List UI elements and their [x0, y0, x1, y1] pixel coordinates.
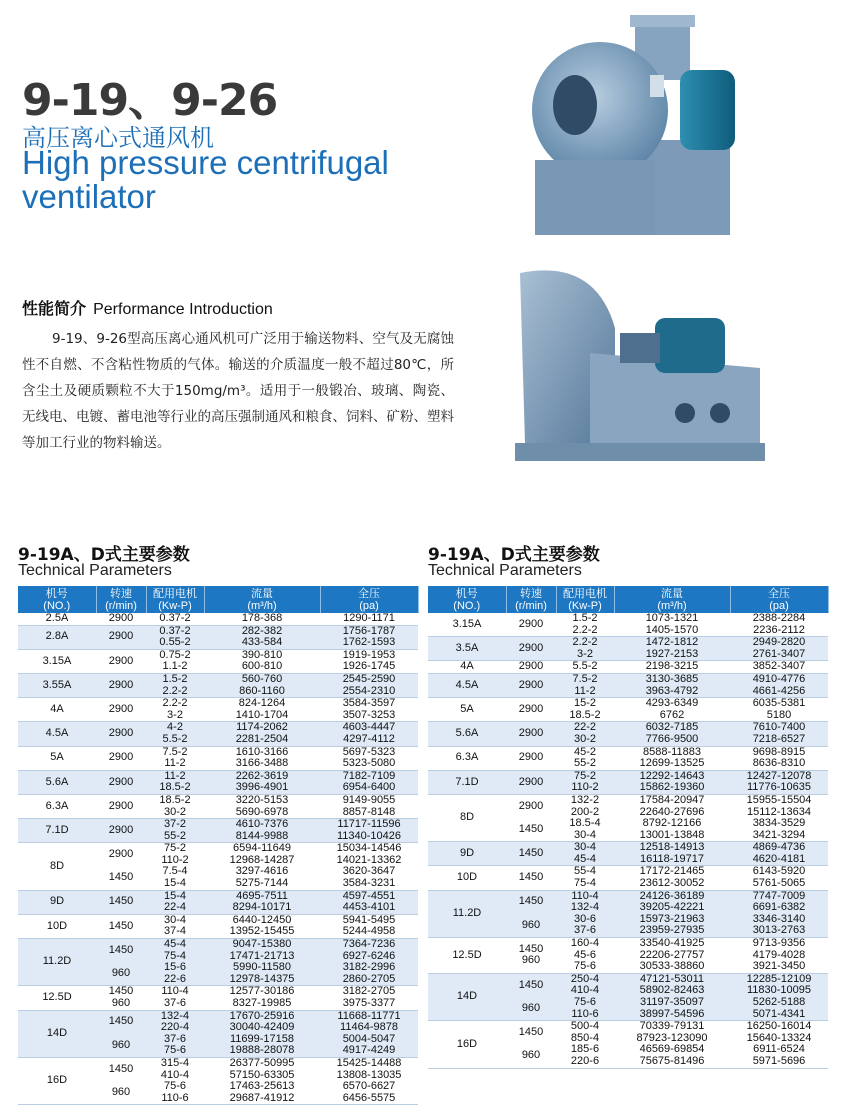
cell-pressure: 15034-14546 14021-13362 3620-3647 3584-3231 — [320, 843, 418, 890]
cell-model: 3.5A — [428, 637, 506, 661]
cell-pressure: 1756-1787 1762-1593 — [320, 625, 418, 649]
table-row — [18, 914, 418, 938]
table-row — [18, 722, 418, 746]
cell-flow: 824-1264 1410-1704 — [204, 698, 320, 722]
col-header: 流量 (m³/h) — [204, 586, 320, 613]
table-row — [428, 722, 828, 746]
table-left-block — [18, 540, 418, 1105]
col-header: 机号 (NO.) — [428, 586, 506, 613]
cell-model: 16D — [18, 1057, 96, 1104]
cell-pressure: 6035-5381 5180 — [730, 698, 828, 722]
cell-model: 4.5A — [428, 673, 506, 697]
cell-flow: 12577-30186 8327-19985 — [204, 986, 320, 1010]
cell-model: 11.2D — [18, 939, 96, 986]
cell-speed: 2900 — [506, 637, 556, 661]
cell-motor: 0.37-2 0.55-2 — [146, 625, 204, 649]
cell-pressure: 1919-1953 1926-1745 — [320, 649, 418, 673]
cell-pressure: 9149-9055 8857-8148 — [320, 794, 418, 818]
cell-model: 10D — [18, 914, 96, 938]
cell-motor: 2.2-2 3-2 — [556, 637, 614, 661]
cell-model: 8D — [428, 794, 506, 841]
cell-flow: 12292-14643 15862-19360 — [614, 770, 730, 794]
cell-flow: 17584-20947 22640-27696 8792-12166 13001-13848 — [614, 794, 730, 841]
cell-motor: 132-2 200-2 18.5-4 30-4 — [556, 794, 614, 841]
table-row — [18, 794, 418, 818]
cell-model: 2.5A — [18, 613, 96, 625]
table-header-row — [18, 586, 418, 613]
table-row — [428, 866, 828, 890]
cell-flow: 8588-11883 12699-13525 — [614, 746, 730, 770]
table-row — [18, 939, 418, 986]
table-row — [18, 613, 418, 625]
table-row — [428, 1021, 828, 1068]
cell-flow: 3130-3685 3963-4792 — [614, 673, 730, 697]
cell-flow: 4610-7376 8144-9988 — [204, 819, 320, 843]
cell-flow: 390-810 600-810 — [204, 649, 320, 673]
table-row — [428, 890, 828, 937]
cell-pressure: 3182-2705 3975-3377 — [320, 986, 418, 1010]
cell-speed: 2900 — [506, 661, 556, 674]
cell-flow: 17172-21465 23612-30052 — [614, 866, 730, 890]
cell-model: 8D — [18, 843, 96, 890]
cell-flow: 6440-12450 13952-15455 — [204, 914, 320, 938]
cell-pressure: 11668-11771 11464-9878 5004-5047 4917-4249 — [320, 1010, 418, 1057]
cell-model: 7.1D — [428, 770, 506, 794]
table-row — [18, 843, 418, 890]
cell-motor: 500-4 850-4 185-6 220-6 — [556, 1021, 614, 1068]
cell-flow: 33540-41925 22206-27757 30533-38860 — [614, 938, 730, 974]
cell-speed: 2900 — [96, 649, 146, 673]
table-left-subtitle: Technical Parameters — [18, 562, 172, 579]
table-row — [428, 794, 828, 841]
table-row — [428, 661, 828, 674]
cell-pressure: 7182-7109 6954-6400 — [320, 770, 418, 794]
cell-pressure: 9713-9356 4179-4028 3921-3450 — [730, 938, 828, 974]
table-left — [18, 586, 419, 1105]
cell-flow: 178-368 — [204, 613, 320, 625]
table-right-title: 9-19A、D式主要参数 — [428, 545, 600, 565]
cell-model: 4A — [18, 698, 96, 722]
cell-motor: 45-2 55-2 — [556, 746, 614, 770]
cell-motor: 132-4 220-4 37-6 75-6 — [146, 1010, 204, 1057]
cell-pressure: 5941-5495 5244-4958 — [320, 914, 418, 938]
cell-pressure: 3852-3407 — [730, 661, 828, 674]
performance-text: 9-19、9-26型高压离心通风机可广泛用于输送物料、空气及无腐蚀性不自燃、不含粘性物质的气体。输送的介质温度一般不超过80℃，所含尘土及硬质颗粒不大于150mg/m³。适用于一般锻冶、玻璃、陶瓷、无线电、电镀、蓄电池等行业的高压强制通风和粮食、饲料、矿粉、塑料等加工行业的物料输送。 — [22, 331, 454, 451]
table-left-title: 9-19A、D式主要参数 — [18, 545, 190, 565]
fan-photo-side — [495, 258, 765, 468]
cell-flow: 3220-5153 5690-6978 — [204, 794, 320, 818]
cell-motor: 45-4 75-4 15-6 22-6 — [146, 939, 204, 986]
cell-motor: 30-4 37-4 — [146, 914, 204, 938]
cell-speed: 2900 — [96, 673, 146, 697]
cell-speed: 1450 — [96, 914, 146, 938]
cell-pressure: 4910-4776 4661-4256 — [730, 673, 828, 697]
table-row — [18, 1010, 418, 1057]
col-header: 转速 (r/min) — [96, 586, 146, 613]
cell-model: 4.5A — [18, 722, 96, 746]
model-title: 9-19、9-26 — [22, 75, 278, 126]
cell-model: 5.6A — [428, 722, 506, 746]
cell-motor: 22-2 30-2 — [556, 722, 614, 746]
performance-heading-en: Performance Introduction — [93, 301, 273, 318]
cell-speed: 2900 — [506, 746, 556, 770]
cell-pressure: 1290-1171 — [320, 613, 418, 625]
cell-pressure: 12285-12109 11830-10095 5262-5188 5071-4341 — [730, 973, 828, 1020]
cell-speed: 2900 — [96, 625, 146, 649]
table-row — [18, 1057, 418, 1104]
table-row — [18, 890, 418, 914]
cell-speed: 2900 — [506, 613, 556, 637]
performance-heading-cn: 性能简介 — [22, 299, 87, 318]
cell-motor: 30-4 45-4 — [556, 842, 614, 866]
cell-model: 12.5D — [18, 986, 96, 1010]
table-row — [428, 842, 828, 866]
cell-pressure: 5697-5323 5323-5080 — [320, 746, 418, 770]
cell-model: 3.55A — [18, 673, 96, 697]
cell-pressure: 7364-7236 6927-6246 3182-2996 2860-2705 — [320, 939, 418, 986]
cell-speed: 2900 — [96, 819, 146, 843]
cell-motor: 1.5-2 2.2-2 — [146, 673, 204, 697]
cell-motor: 37-2 55-2 — [146, 819, 204, 843]
cell-flow: 1610-3166 3166-3488 — [204, 746, 320, 770]
cell-pressure: 2545-2590 2554-2310 — [320, 673, 418, 697]
cell-flow: 24126-36189 39205-42221 15973-21963 23959-27935 — [614, 890, 730, 937]
cell-motor: 75-2 110-2 — [556, 770, 614, 794]
cell-model: 14D — [428, 973, 506, 1020]
cell-flow: 2262-3619 3996-4901 — [204, 770, 320, 794]
cell-speed: 1450 — [96, 890, 146, 914]
table-row — [18, 625, 418, 649]
cell-model: 3.15A — [18, 649, 96, 673]
fan-photo-front — [530, 10, 740, 245]
cell-flow: 4695-7511 8294-10171 — [204, 890, 320, 914]
cell-speed: 1450 — [506, 842, 556, 866]
table-row — [18, 986, 418, 1010]
cell-model: 6.3A — [18, 794, 96, 818]
cell-flow: 17670-25916 30040-42409 11699-17158 19888-28078 — [204, 1010, 320, 1057]
cell-motor: 5.5-2 — [556, 661, 614, 674]
cell-model: 9D — [428, 842, 506, 866]
cell-speed: 1450 960 — [506, 890, 556, 937]
cell-flow: 12518-14913 16118-19717 — [614, 842, 730, 866]
cell-flow: 2198-3215 — [614, 661, 730, 674]
cell-speed: 1450 960 — [506, 1021, 556, 1068]
cell-motor: 250-4 410-4 75-6 110-6 — [556, 973, 614, 1020]
cell-motor: 11-2 18.5-2 — [146, 770, 204, 794]
cell-pressure: 12427-12078 11776-10635 — [730, 770, 828, 794]
cell-model: 5A — [18, 746, 96, 770]
cell-speed: 2900 — [506, 722, 556, 746]
cell-flow: 1073-1321 1405-1570 — [614, 613, 730, 637]
cell-pressure: 6143-5920 5761-5065 — [730, 866, 828, 890]
cell-flow: 26377-50995 57150-63305 17463-25613 29687-41912 — [204, 1057, 320, 1104]
table-row — [428, 973, 828, 1020]
cell-motor: 0.75-2 1.1-2 — [146, 649, 204, 673]
table-header-row — [428, 586, 828, 613]
cell-speed: 2900 — [96, 746, 146, 770]
cell-motor: 160-4 45-6 75-6 — [556, 938, 614, 974]
cell-model: 2.8A — [18, 625, 96, 649]
cell-pressure: 7747-7009 6691-6382 3346-3140 3013-2763 — [730, 890, 828, 937]
table-row — [18, 649, 418, 673]
cell-speed: 2900 — [96, 722, 146, 746]
cell-speed: 1450 960 — [96, 1057, 146, 1104]
table-right-subtitle: Technical Parameters — [428, 562, 582, 579]
col-header: 机号 (NO.) — [18, 586, 96, 613]
col-header: 转速 (r/min) — [506, 586, 556, 613]
cell-speed: 2900 — [506, 770, 556, 794]
cell-pressure: 4603-4447 4297-4112 — [320, 722, 418, 746]
cell-model: 6.3A — [428, 746, 506, 770]
cell-model: 9D — [18, 890, 96, 914]
cell-motor: 18.5-2 30-2 — [146, 794, 204, 818]
cell-model: 3.15A — [428, 613, 506, 637]
cell-flow: 6594-11649 12968-14287 3297-4616 5275-7144 — [204, 843, 320, 890]
cell-speed: 1450 — [506, 866, 556, 890]
cell-speed: 2900 1450 — [506, 794, 556, 841]
cell-motor: 75-2 110-2 7.5-4 15-4 — [146, 843, 204, 890]
cell-pressure: 15955-15504 15112-13634 3834-3529 3421-3294 — [730, 794, 828, 841]
cell-pressure: 16250-16014 15640-13324 6911-6524 5971-5696 — [730, 1021, 828, 1068]
cell-motor: 15-4 22-4 — [146, 890, 204, 914]
cell-motor: 110-4 132-4 30-6 37-6 — [556, 890, 614, 937]
cell-speed: 2900 — [96, 613, 146, 625]
cell-speed: 2900 — [96, 770, 146, 794]
table-row — [428, 698, 828, 722]
cell-model: 10D — [428, 866, 506, 890]
cell-pressure: 7610-7400 7218-6527 — [730, 722, 828, 746]
cell-motor: 1.5-2 2.2-2 — [556, 613, 614, 637]
cell-pressure: 15425-14488 13808-13035 6570-6627 6456-5575 — [320, 1057, 418, 1104]
cell-flow: 9047-15380 17471-21713 5990-11580 12978-14375 — [204, 939, 320, 986]
cell-pressure: 9698-8915 8636-8310 — [730, 746, 828, 770]
table-row — [428, 637, 828, 661]
cell-flow: 6032-7185 7766-9500 — [614, 722, 730, 746]
title-chinese: 高压离心式通风机 — [22, 124, 214, 152]
cell-flow: 1472-1812 1927-2153 — [614, 637, 730, 661]
cell-motor: 15-2 18.5-2 — [556, 698, 614, 722]
table-row — [18, 698, 418, 722]
table-row — [428, 938, 828, 974]
cell-pressure: 11717-11596 11340-10426 — [320, 819, 418, 843]
cell-model: 14D — [18, 1010, 96, 1057]
table-row — [428, 613, 828, 637]
table-row — [18, 819, 418, 843]
cell-pressure: 2949-2820 2761-3407 — [730, 637, 828, 661]
cell-speed: 2900 — [96, 698, 146, 722]
cell-model: 5A — [428, 698, 506, 722]
cell-model: 12.5D — [428, 938, 506, 974]
table-row — [428, 770, 828, 794]
table-row — [428, 746, 828, 770]
cell-pressure: 4597-4551 4453-4101 — [320, 890, 418, 914]
table-right-block — [428, 540, 828, 1069]
cell-speed: 2900 — [506, 673, 556, 697]
cell-flow: 1174-2062 2281-2504 — [204, 722, 320, 746]
col-header: 全压 (pa) — [320, 586, 418, 613]
col-header: 流量 (m³/h) — [614, 586, 730, 613]
cell-flow: 4293-6349 6762 — [614, 698, 730, 722]
cell-flow: 282-382 433-584 — [204, 625, 320, 649]
table-right — [428, 586, 829, 1069]
table-row — [18, 673, 418, 697]
cell-model: 5.6A — [18, 770, 96, 794]
cell-speed: 1450 960 — [96, 986, 146, 1010]
cell-motor: 7.5-2 11-2 — [556, 673, 614, 697]
cell-flow: 70339-79131 87923-123090 46569-69854 75675-81496 — [614, 1021, 730, 1068]
cell-speed: 1450 960 — [96, 939, 146, 986]
col-header: 配用电机 (Kw-P) — [556, 586, 614, 613]
title-english: High pressure centrifugal ventilator — [22, 144, 389, 215]
cell-motor: 4-2 5.5-2 — [146, 722, 204, 746]
performance-heading — [22, 296, 273, 319]
cell-motor: 7.5-2 11-2 — [146, 746, 204, 770]
cell-model: 7.1D — [18, 819, 96, 843]
cell-speed: 2900 1450 — [96, 843, 146, 890]
cell-motor: 110-4 37-6 — [146, 986, 204, 1010]
col-header: 配用电机 (Kw-P) — [146, 586, 204, 613]
cell-motor: 0.37-2 — [146, 613, 204, 625]
cell-speed: 1450 960 — [506, 973, 556, 1020]
cell-pressure: 4869-4736 4620-4181 — [730, 842, 828, 866]
table-row — [428, 673, 828, 697]
cell-flow: 560-760 860-1160 — [204, 673, 320, 697]
cell-pressure: 2388-2284 2236-2112 — [730, 613, 828, 637]
table-row — [18, 746, 418, 770]
table-row — [18, 770, 418, 794]
cell-speed: 2900 — [96, 794, 146, 818]
cell-motor: 2.2-2 3-2 — [146, 698, 204, 722]
cell-model: 11.2D — [428, 890, 506, 937]
cell-speed: 1450 960 — [506, 938, 556, 974]
cell-pressure: 3584-3597 3507-3253 — [320, 698, 418, 722]
cell-model: 4A — [428, 661, 506, 674]
col-header: 全压 (pa) — [730, 586, 828, 613]
cell-motor: 55-4 75-4 — [556, 866, 614, 890]
cell-model: 16D — [428, 1021, 506, 1068]
cell-flow: 47121-53011 58902-82463 31197-35097 38997-54596 — [614, 973, 730, 1020]
cell-motor: 315-4 410-4 75-6 110-6 — [146, 1057, 204, 1104]
cell-speed: 1450 960 — [96, 1010, 146, 1057]
cell-speed: 2900 — [506, 698, 556, 722]
